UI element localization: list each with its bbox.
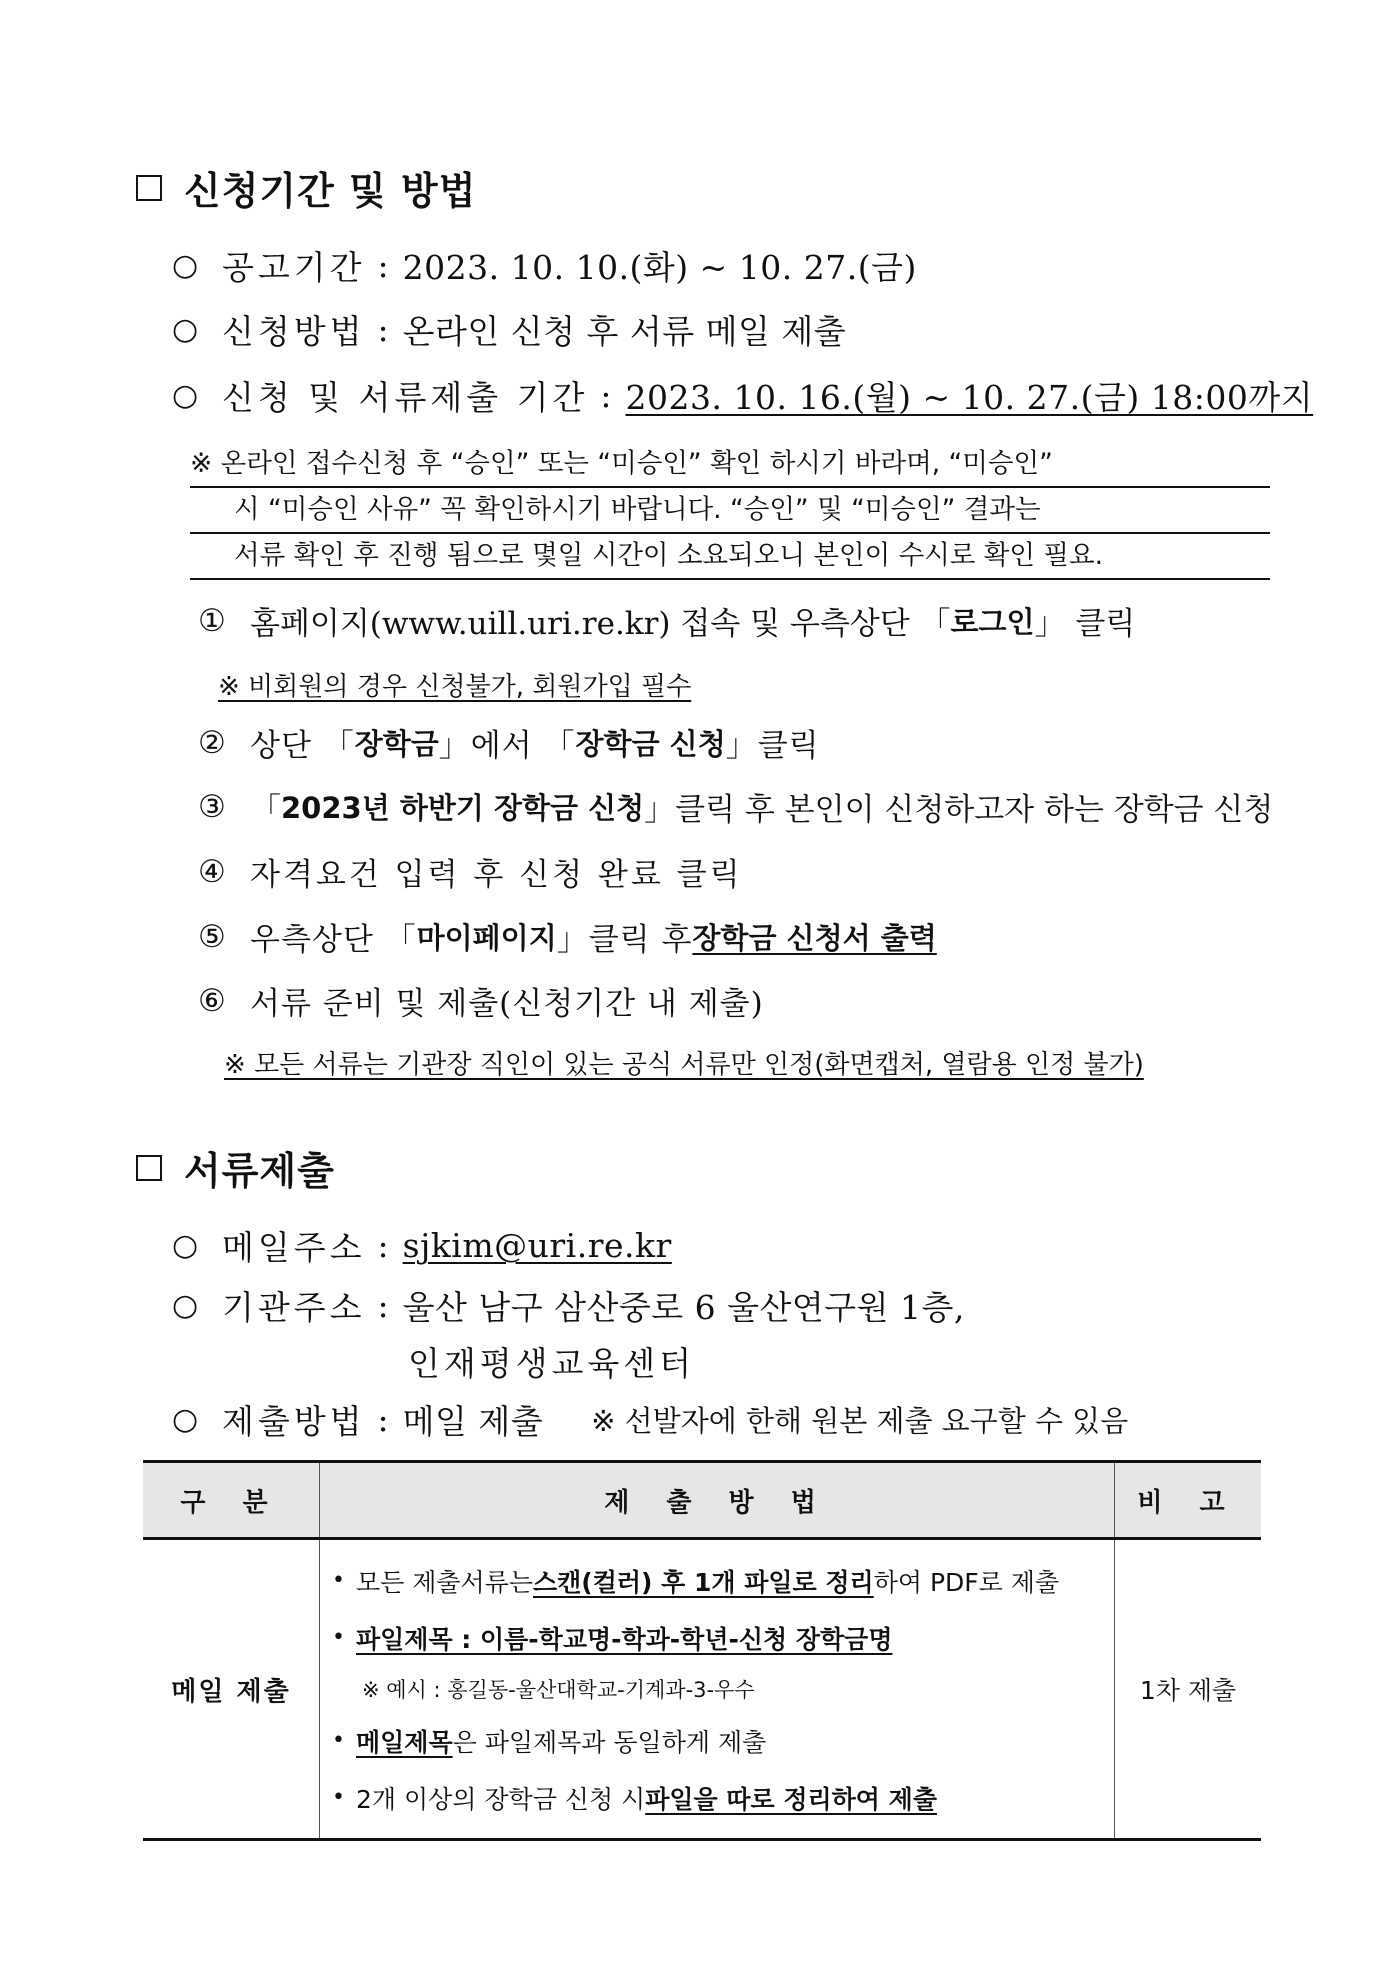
email-link[interactable]: sjkim@uri.re.kr — [402, 1226, 672, 1265]
email-address: ○ 메일주소 : sjkim@uri.re.kr — [172, 1226, 672, 1267]
list-item: • 모든 제출서류는 스캔(컬러) 후 1개 파일로 정리 하여 PDF로 제출 — [332, 1567, 1060, 1597]
step-1: ① 홈페이지(www.uill.uri.re.kr) 접속 및 우측상단 「 로그인 」 클릭 — [198, 602, 1136, 642]
table-row — [143, 1539, 1261, 1840]
institution-address-line2: 인재평생교육센터 — [408, 1344, 696, 1383]
submission-period: ○ 신청 및 서류제출 기간 : 2023. 10. 16.(월) ~ 10. 27.(금) 18:00까지 — [172, 376, 1314, 417]
step-3: ③ 「 2023년 하반기 장학금 신청 」클릭 후 본인이 신청하고자 하는 장학금 신청 — [198, 788, 1274, 828]
header-remark: 비 고 — [1115, 1462, 1262, 1539]
checkbox-icon — [136, 1155, 162, 1181]
method-list — [320, 1539, 1115, 1840]
step-5: ⑤ 우측상단 「 마이페이지 」클릭 후 장학금 신청서 출력 — [198, 918, 937, 958]
step-2: ② 상단 「 장학금 」에서 「 장학금 신청 」클릭 — [198, 724, 820, 764]
step-6: ⑥ 서류 준비 및 제출(신청기간 내 제출) — [198, 982, 764, 1022]
announcement-period: ○ 공고기간 : 2023. 10. 10.(화) ~ 10. 27.(금) — [172, 246, 917, 287]
list-item: • 메일제목 은 파일제목과 동일하게 제출 — [332, 1727, 767, 1757]
step-1-note: ※ 비회원의 경우 신청불가, 회원가입 필수 — [218, 672, 692, 702]
circle-bullet-icon: ○ — [172, 312, 199, 347]
submission-table — [143, 1460, 1261, 1841]
section-heading-application: 신청기간 및 방법 — [136, 160, 476, 215]
institution-address: ○ 기관주소 : 울산 남구 삼산중로 6 울산연구원 1층, — [172, 1286, 965, 1327]
file-name-example: ※ 예시 : 홍길동-울산대학교-기계과-3-우수 — [362, 1678, 755, 1702]
circle-bullet-icon: ○ — [172, 378, 199, 413]
circle-bullet-icon: ○ — [172, 1288, 199, 1323]
application-method: ○ 신청방법 : 온라인 신청 후 서류 메일 제출 — [172, 310, 847, 351]
header-method: 제 출 방 법 — [320, 1462, 1115, 1539]
approval-notice: ※ 온라인 접수신청 후 “승인” 또는 “미승인” 확인 하시기 바라며, “미승인” 시 “미승인 사유” 꼭 확인하시기 바랍니다. “승인” 및 “미승인” 결과는 서류 확인 후 진행 됨으로 몇일 시간이 소요되오니 본인이 수시로 확인 필요. — [190, 442, 1270, 580]
circle-bullet-icon: ○ — [172, 1228, 199, 1263]
circle-bullet-icon: ○ — [172, 248, 199, 283]
submission-method: ○ 제출방법 : 메일 제출 ※ 선발자에 한해 원본 제출 요구할 수 있음 — [172, 1400, 1129, 1441]
header-category: 구 분 — [143, 1462, 320, 1539]
list-item: • 파일제목 : 이름-학교명-학과-학년-신청 장학금명 — [332, 1624, 893, 1654]
original-document-note: ※ 선발자에 한해 원본 제출 요구할 수 있음 — [591, 1404, 1129, 1438]
checkbox-icon — [136, 175, 162, 201]
section-heading-submission: 서류제출 — [136, 1140, 335, 1195]
row-label: 메일 제출 — [143, 1539, 320, 1840]
step-4: ④ 자격요건 입력 후 신청 완료 클릭 — [198, 853, 743, 893]
row-remark: 1차 제출 — [1115, 1539, 1262, 1840]
table-header-row — [143, 1462, 1261, 1539]
step-6-note: ※ 모든 서류는 기관장 직인이 있는 공식 서류만 인정(화면캡처, 열람용 인정 불가) — [224, 1050, 1144, 1080]
circle-bullet-icon: ○ — [172, 1402, 199, 1437]
list-item: • 2개 이상의 장학금 신청 시 파일을 따로 정리하여 제출 — [332, 1784, 937, 1814]
